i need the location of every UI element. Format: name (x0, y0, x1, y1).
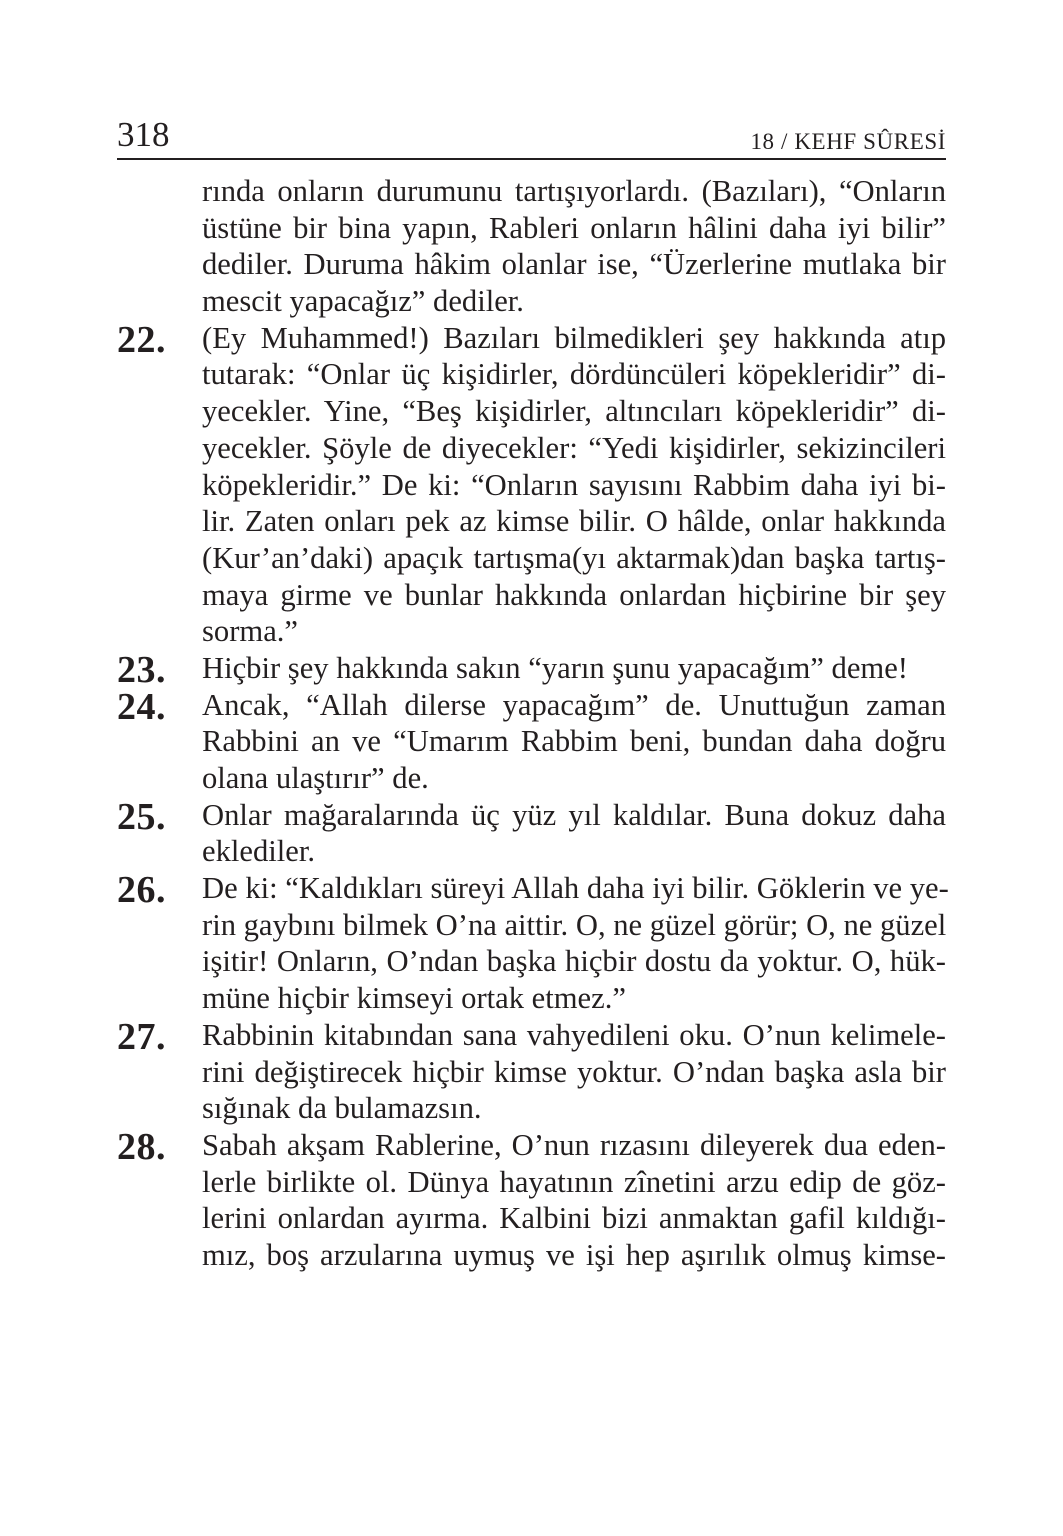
text-line (117, 318, 946, 361)
text-line (117, 685, 946, 728)
text-line (117, 943, 946, 980)
text-line (117, 1237, 946, 1274)
text-line (117, 795, 946, 838)
verse-22 (117, 320, 946, 650)
verse-24 (117, 687, 946, 797)
text-line (117, 1125, 946, 1168)
page-header (117, 115, 946, 160)
running-title: 18 / KEHF SÛRESİ (750, 129, 946, 154)
verse-number: 25. (117, 795, 166, 838)
line-text: yecekler. Yine, “Beş kişidirler, altıncıları köpekleridir” di- (202, 394, 946, 429)
line-text: lerle birlikte ol. Dünya hayatının zînetini arzu edip de göz- (202, 1164, 946, 1199)
verse-number: 22. (117, 318, 166, 361)
line-text: köpekleridir.” De ki: “Onların sayısını Rabbim daha iyi bi- (202, 467, 946, 502)
line-text: sorma.” (202, 614, 298, 649)
text-line (117, 356, 946, 393)
line-text: De ki: “Kaldıkları süreyi Allah daha iyi bilir. Göklerin ve ye- (202, 871, 949, 906)
line-text: işitir! Onların, O’ndan başka hiçbir dostu da yoktur. O, hük- (202, 944, 946, 979)
line-text: (Kur’an’daki) apaçık tartışma(yı aktarmak)dan başka tartış- (202, 540, 946, 575)
text-line (117, 283, 946, 320)
text-line (117, 907, 946, 944)
text-line (117, 1015, 946, 1058)
line-text: Ancak, “Allah dilerse yapacağım” de. Unuttuğun zaman (202, 687, 946, 722)
verse-continuation (117, 173, 946, 320)
text-line (117, 430, 946, 467)
verse-27 (117, 1017, 946, 1127)
text-line (117, 467, 946, 504)
text-line (117, 1200, 946, 1237)
line-text: rini değiştirecek hiçbir kimse yoktur. O’ndan başka asla bir (202, 1054, 946, 1089)
verse-text-block (117, 173, 949, 1274)
line-text: Rabbinin kitabından sana vahyedileni oku. O’nun kelimele- (202, 1017, 946, 1052)
text-line (117, 833, 946, 870)
text-line (117, 1090, 946, 1127)
line-text: dediler. Duruma hâkim olanlar ise, “Üzerlerine mutlaka bir (202, 247, 946, 282)
line-text: olana ulaştırır” de. (202, 761, 429, 795)
line-text: rında onların durumunu tartışıyorlardı. (Bazıları), “Onların (202, 174, 946, 208)
text-line (117, 760, 946, 797)
page-number: 318 (117, 115, 170, 154)
verse-25 (117, 797, 946, 870)
line-text: tutarak: “Onlar üç kişidirler, dördüncüleri köpekleridir” di- (202, 357, 946, 392)
text-line (117, 246, 946, 283)
verse-23 (117, 648, 946, 691)
verse-26 (117, 869, 949, 1017)
line-text: Hiçbir şey hakkında sakın “yarın şunu yapacağım” deme! (202, 650, 908, 685)
text-line (117, 869, 949, 912)
line-text: Sabah akşam Rablerine, O’nun rızasını dileyerek dua eden- (202, 1127, 946, 1162)
line-text: mız, boş arzularına uymuş ve işi hep aşırılık olmuş kimse- (202, 1237, 946, 1272)
verse-number: 26. (117, 869, 166, 912)
line-text: eklediler. (202, 834, 315, 869)
text-line (117, 393, 946, 430)
verse-number: 23. (117, 648, 166, 691)
line-text: rin gaybını bilmek O’na aittir. O, ne güzel görür; O, ne güzel (202, 907, 947, 942)
verse-number: 28. (117, 1125, 166, 1168)
text-line (117, 723, 946, 760)
verse-number: 24. (117, 685, 166, 728)
line-text: sığınak da bulamazsın. (202, 1091, 482, 1126)
verse-number: 27. (117, 1015, 166, 1058)
text-line (117, 503, 946, 540)
text-line (117, 173, 946, 210)
line-text: lerini onlardan ayırma. Kalbini bizi anmaktan gafil kıldığı- (202, 1201, 946, 1236)
line-text: mescit yapacağız” dediler. (202, 284, 524, 319)
text-line (117, 1164, 946, 1201)
line-text: Onlar mağaralarında üç yüz yıl kaldılar. Buna dokuz daha (202, 797, 946, 832)
line-text: Rabbini an ve “Umarım Rabbim beni, bundan daha doğru (202, 724, 946, 759)
verse-28 (117, 1127, 946, 1274)
line-text: maya girme ve bunlar hakkında onlardan hiçbirine bir şey (202, 577, 946, 612)
text-line (117, 1054, 946, 1091)
line-text: müne hiçbir kimseyi ortak etmez.” (202, 981, 626, 1016)
text-line (117, 577, 946, 614)
line-text: yecekler. Şöyle de diyecekler: “Yedi kişidirler, sekizincileri (202, 430, 946, 465)
line-text: üstüne bir bina yapın, Rableri onların hâlini daha iyi bilir” (202, 210, 946, 245)
line-text: (Ey Muhammed!) Bazıları bilmedikleri şey hakkında atıp (202, 320, 946, 355)
text-line (117, 540, 946, 577)
text-line (117, 210, 946, 247)
text-line (117, 613, 946, 650)
text-line (117, 648, 946, 691)
line-text: lir. Zaten onları pek az kimse bilir. O hâlde, onlar hakkında (202, 504, 946, 539)
text-line (117, 980, 946, 1017)
